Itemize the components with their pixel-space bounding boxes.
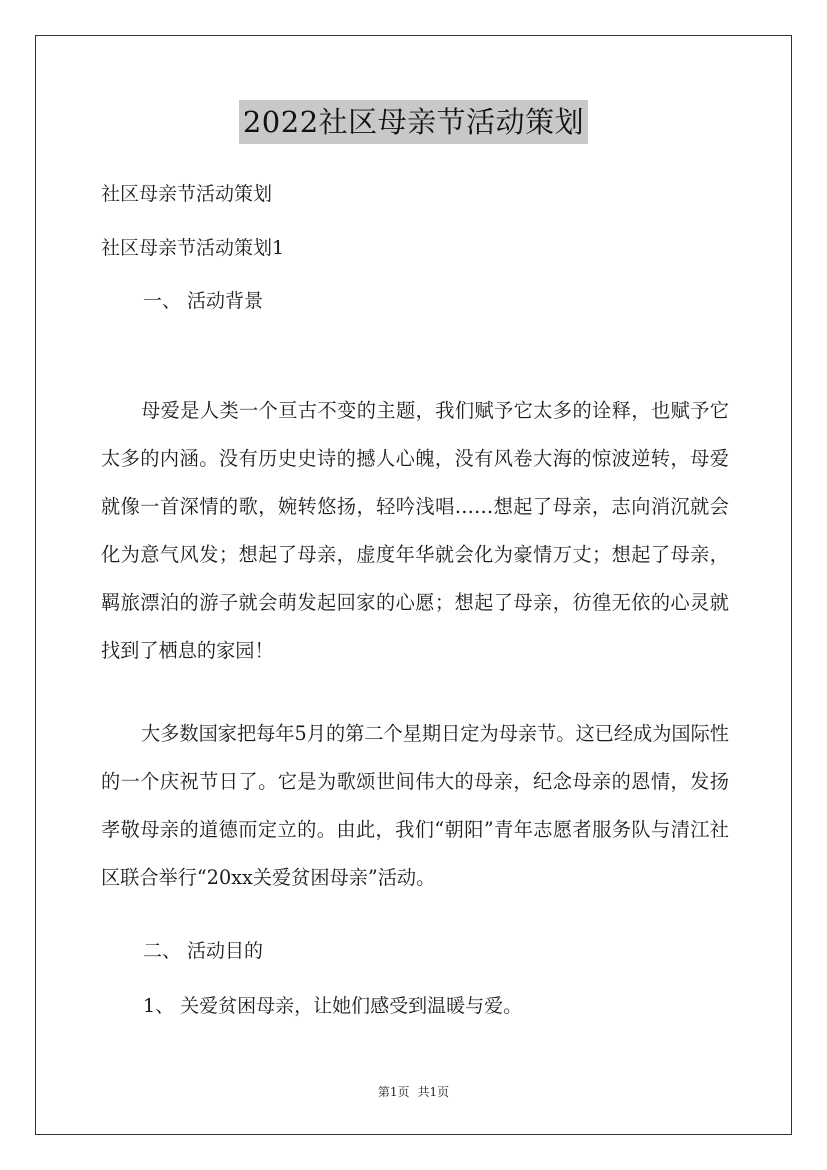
heading-activity-background: 一、 活动背景 [143,290,264,312]
page-footer [0,1084,827,1100]
purpose-item-1: 1、 关爱贫困母亲，让她们感受到温暖与爱。 [143,995,523,1017]
heading-activity-purpose: 二、 活动目的 [143,940,264,962]
paragraph-mothers-day-origin: 大多数国家把每年5月的第二个星期日定为母亲节。这已经成为国际性的一个庆祝节日了。它是为歌颂世间伟大的母亲，纪念母亲的恩情，发扬孝敬母亲的道德而定立的。由此，我们“朝阳”青年志愿者服务队与清江社区联合举行“20xx关爱贫困母亲”活动。 [101,722,729,889]
section-title: 社区母亲节活动策划1 [101,237,285,259]
document-subtitle: 社区母亲节活动策划 [101,183,273,205]
page-total: 共1页 [417,1085,450,1099]
paragraph-mother-love: 母爱是人类一个亘古不变的主题，我们赋予它太多的诠释，也赋予它太多的内涵。没有历史史诗的撼人心魄，没有风卷大海的惊波逆转，母爱就像一首深情的歌，婉转悠扬，轻吟浅唱……想起了母亲，志向消沉就会化为意气风发；想起了母亲，虚度年华就会化为豪情万丈；想起了母亲，羁旅漂泊的游子就会萌发起回家的心愿；想起了母亲，彷徨无依的心灵就找到了栖息的家园！ [101,399,729,662]
title-container [0,100,827,144]
page-number: 第1页 [377,1085,410,1099]
document-title: 2022社区母亲节活动策划 [239,100,588,144]
